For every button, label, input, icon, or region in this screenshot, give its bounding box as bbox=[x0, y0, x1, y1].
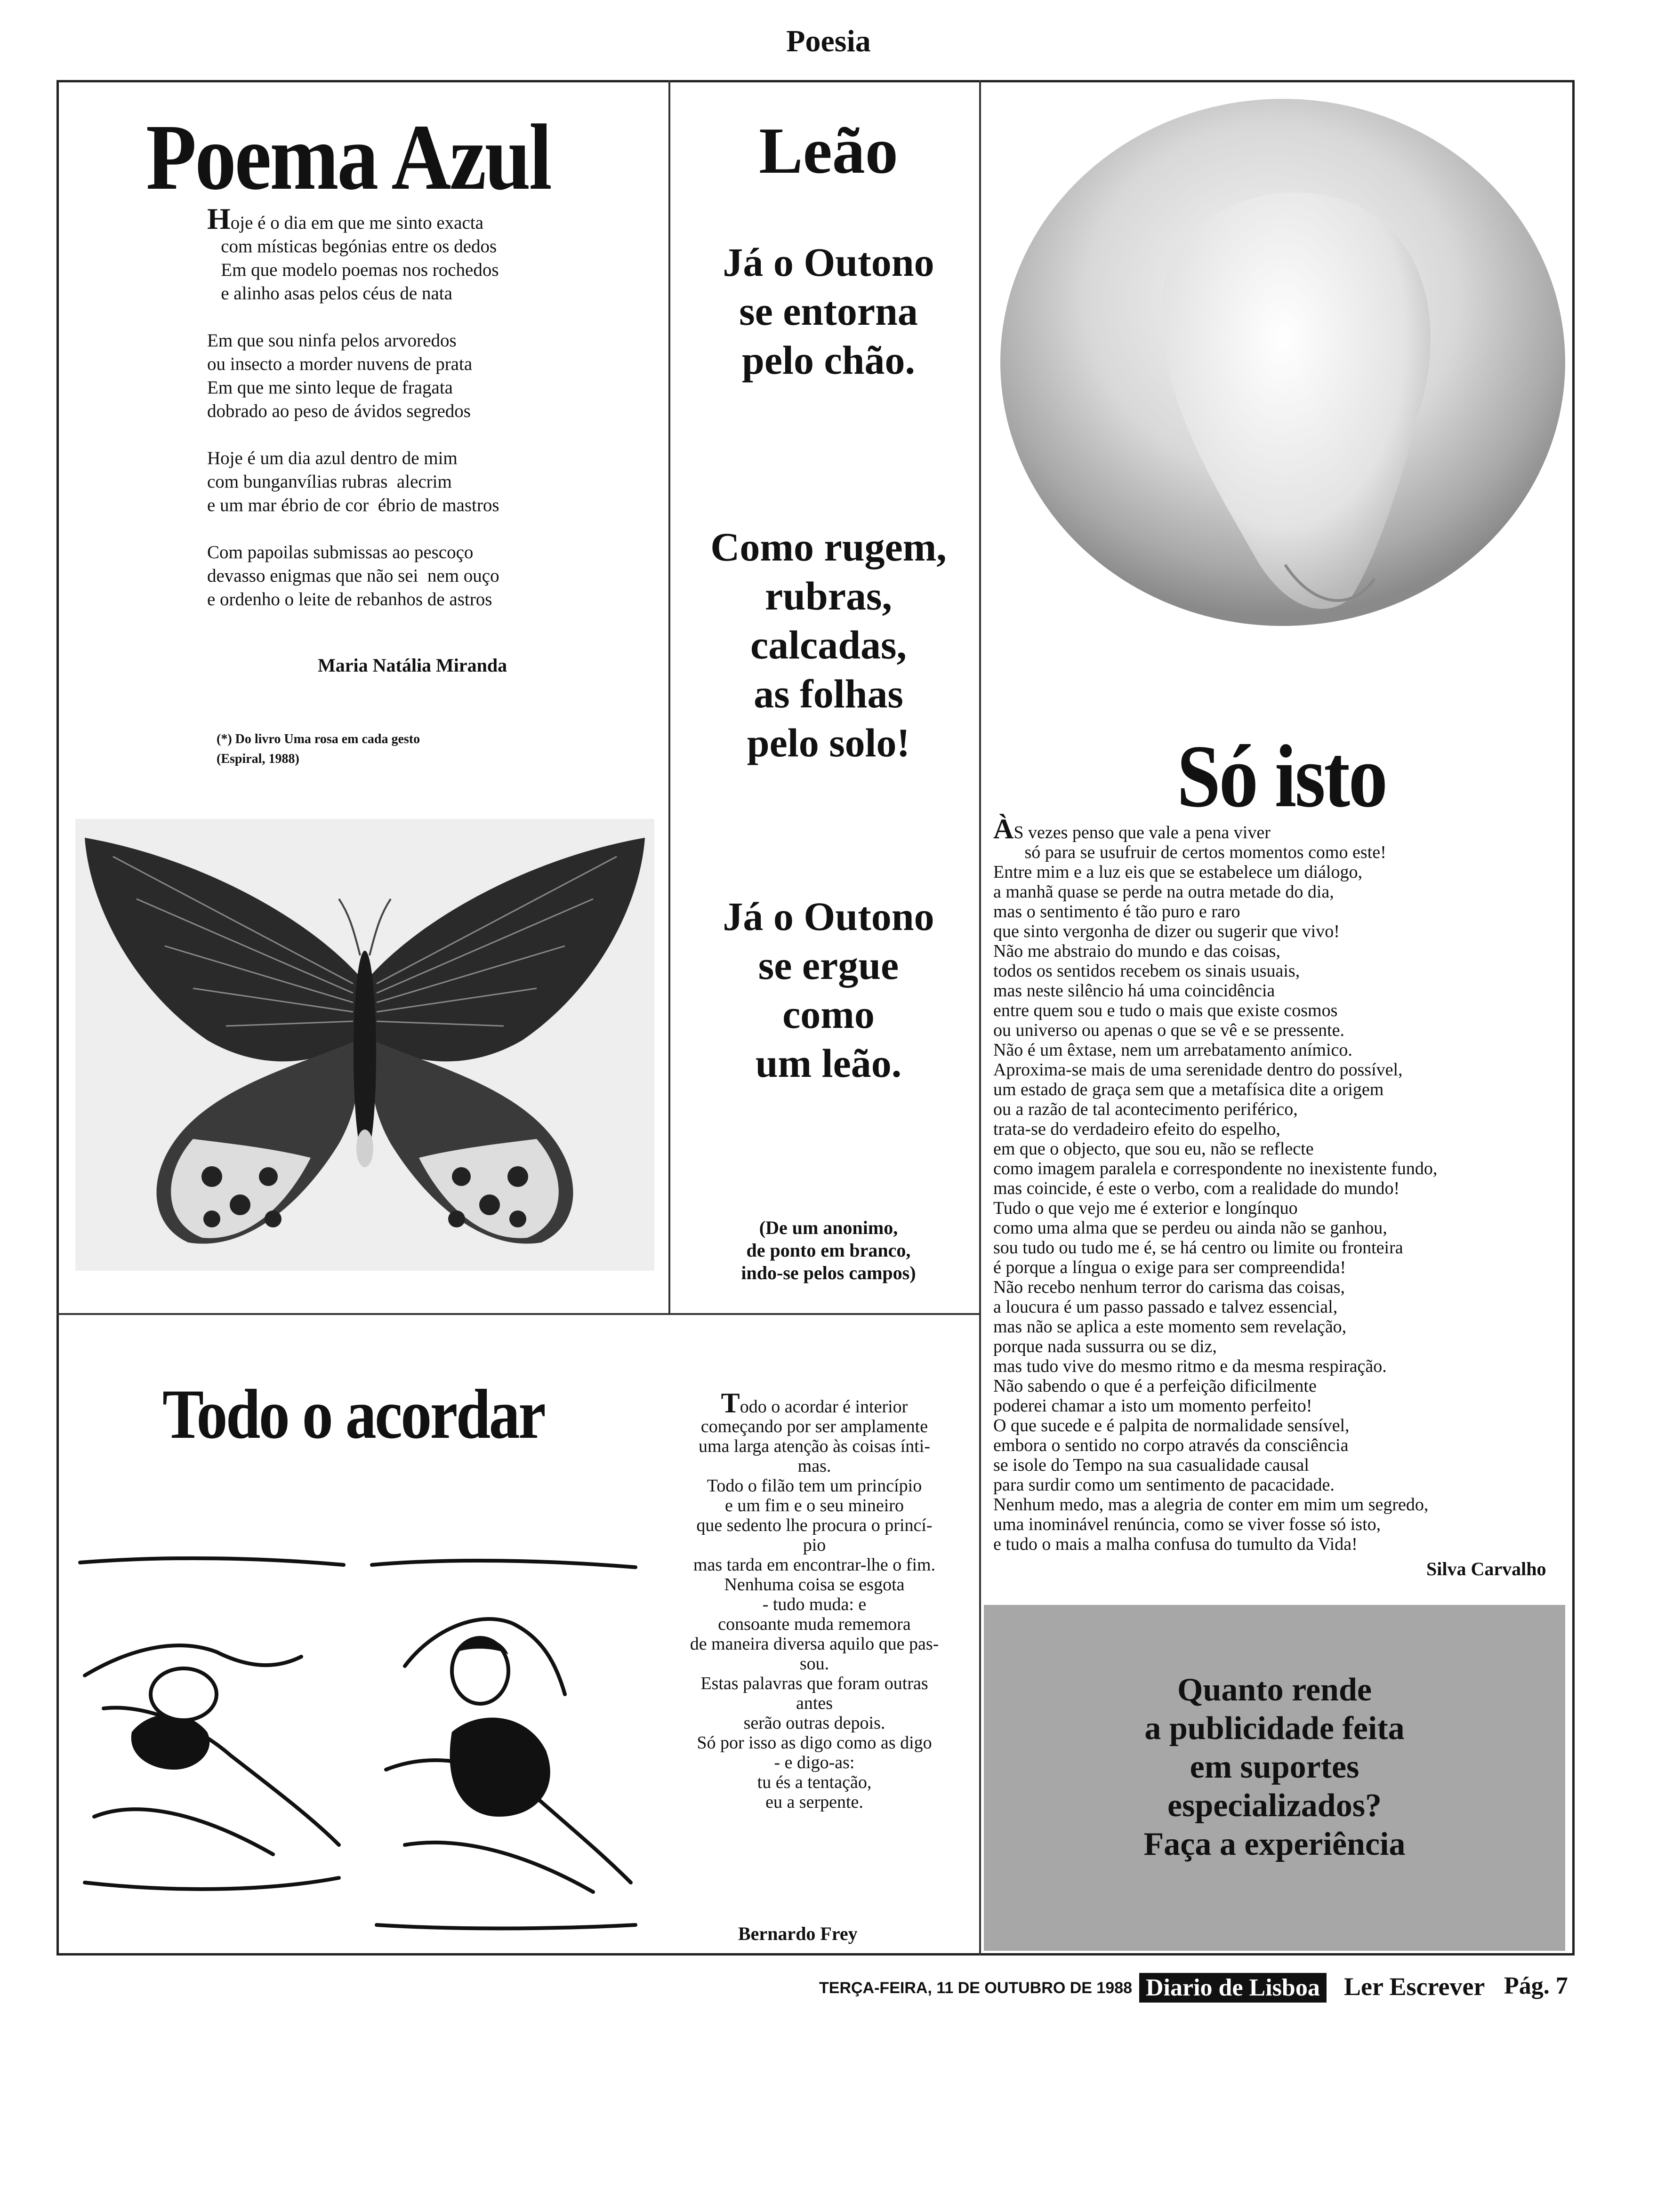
dropcap: T bbox=[721, 1387, 740, 1419]
poem-stanza-1: Hoje é o dia em que me sinto exacta com místicas begónias entre os dedos Em que modelo poemas nos rochedos e alinho asas pelos céus de nata bbox=[207, 202, 499, 304]
todo-o-acordar-text: Todo o acordar é interior começando por ser amplamente uma larga atenção às coisas ínti- mas. Todo o filão tem um princípio e um fim e o seu mineiro que sedento lhe procura o princí- pio mas tarda em encontrar-lhe o fim. Nenhuma coisa se esgota - tudo muda: e consoante muda rememora de maneira diversa aquilo que pas- sou. Estas palavras que foram outras antes serão outras depois. Só por isso as digo como as digo - e digo-as: tu és a tentação, eu a serpente. bbox=[690, 1387, 939, 1812]
so-isto-text: ÀS vezes penso que vale a pena viver só para se usufruir de certos momentos como este! Entre mim e a luz eis que se estabelece um diálogo, a manhã quase se perde na outra metade do dia, mas o sentimento é tão puro e raro que sinto vergonha de dizer ou sugerir que vivo! Não me abstraio do mundo e das coisas, todos os sentidos recebem os sinais usuais, mas neste silêncio há uma coincidência entre quem sou e tudo o mais que existe cosmos ou universo ou apenas o que se vê e se pressente. Não é um êxtase, nem um arrebatamento anímico. Aproxima-se mais de uma serenidade dentro do possível, um estado de graça sem que a metafísica dite a origem ou a razão de tal acontecimento periférico, trata-se do verdadeiro efeito do espelho, em que o objecto, que sou eu, não se reflecte como imagem paralela e correspondente no inexistente fundo, mas coincide, é este o verbo, com a realidade do mundo! Tudo o que vejo me é exterior e longínquo como uma alma que se perdeu ou ainda não se ganhou, sou tudo ou tudo me é, se há centro ou limite ou fronteira é porque a língua o exige para ser compreendida! Não recebo nenhum terror do carisma das coisas, a loucura é um passo passado e talvez essencial, mas não se aplica a este momento sem revelação, porque nada sussurra ou se diz, mas tudo vive do mesmo ritmo e da mesma respiração. Não sabendo o que é a perfeição dificilmente poderei chamar a isto um momento perfeito! O que sucede e é palpita de normalidade sensível, embora o sentido no corpo através da consciência se isole do Tempo na sua casualidade causal para surdir como um sentimento de pacacidade. Nenhum medo, mas a alegria de conter em mim um segredo, uma inominável renúncia, como se viver fosse só isto, e tudo o mais a malha confusa do tumulto da Vida! bbox=[993, 813, 1438, 1554]
sleeping-figures-sketch bbox=[75, 1553, 645, 1939]
footer-supplement: Ler Escrever bbox=[1344, 1972, 1485, 2001]
butterfly-icon bbox=[75, 819, 654, 1271]
dropcap: H bbox=[207, 202, 231, 235]
column-divider-left bbox=[668, 80, 670, 1313]
sleeping-figures-icon bbox=[75, 1553, 645, 1939]
row-divider bbox=[56, 1313, 980, 1315]
footer-page-number: Pág. 7 bbox=[1504, 1972, 1568, 1999]
leao-stanza-3: Já o Outono se ergue como um leão. bbox=[723, 894, 934, 1086]
so-isto-title: Só isto bbox=[1177, 727, 1386, 826]
todo-o-acordar-title: Todo o acordar bbox=[162, 1375, 545, 1453]
poema-azul-note: (*) Do livro Uma rosa em cada gesto (Espiral, 1988) bbox=[217, 732, 420, 766]
section-label: Poesia bbox=[786, 24, 871, 58]
leao-note: (De um anonimo, de ponto em branco, indo-se pelos campos) bbox=[741, 1217, 916, 1283]
column-divider-right bbox=[979, 80, 981, 1956]
poema-azul-poem bbox=[207, 202, 499, 635]
so-isto-author: Silva Carvalho bbox=[1426, 1558, 1546, 1579]
butterfly-illustration bbox=[75, 819, 654, 1271]
poema-azul-author: Maria Natália Miranda bbox=[318, 655, 507, 676]
hat-photo bbox=[993, 89, 1572, 725]
poema-azul-title: Poema Azul bbox=[146, 105, 551, 209]
advertisement-text: Quanto rende a publicidade feita em suportes especializados? Faça a experiência bbox=[1143, 1672, 1406, 1862]
leao-stanza-2: Como rugem, rubras, calcadas, as folhas pelo solo! bbox=[710, 524, 947, 765]
footer-masthead: Diario de Lisboa bbox=[1139, 1973, 1327, 2003]
leao-title: Leão bbox=[759, 114, 898, 187]
advertisement-box bbox=[984, 1605, 1565, 1951]
hat-icon bbox=[993, 89, 1572, 725]
poem-stanza-4: Com papoilas submissas ao pescoço devasso enigmas que não sei nem ouço e ordenho o leite de rebanhos de astros bbox=[207, 542, 499, 609]
dropcap: À bbox=[993, 813, 1014, 844]
todo-o-acordar-author: Bernardo Frey bbox=[738, 1923, 858, 1944]
poem-stanza-2: Em que sou ninfa pelos arvoredos ou insecto a morder nuvens de prata Em que me sinto leque de fragata dobrado ao peso de ávidos segredos bbox=[207, 330, 473, 421]
leao-stanza-1: Já o Outono se entorna pelo chão. bbox=[723, 240, 934, 383]
footer-date: TERÇA-FEIRA, 11 DE OUTUBRO DE 1988 bbox=[819, 1979, 1133, 1997]
poem-stanza-3: Hoje é um dia azul dentro de mim com bunganvílias rubras alecrim e um mar ébrio de cor ébrio de mastros bbox=[207, 448, 499, 515]
